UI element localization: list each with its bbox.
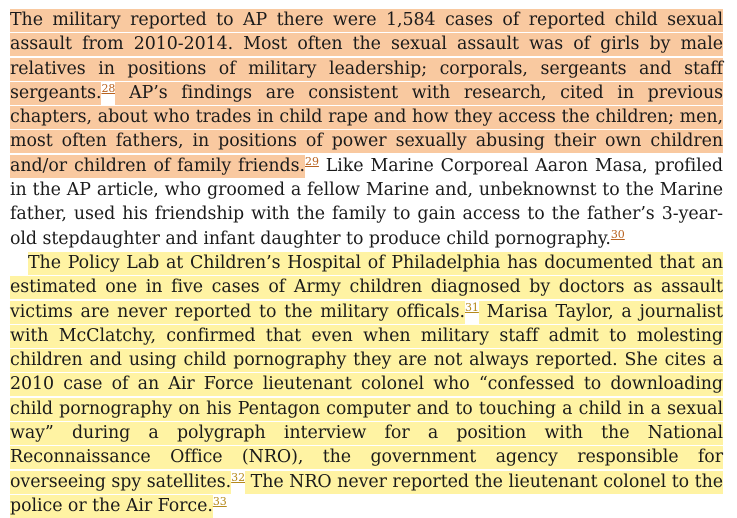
- highlighted-text-orange-2: AP’s findings are consistent with research, cited in previous chapters, about who trades in child rape and how they access the children; men, most often fathers, in positions of power sexually abusing their own children and/or children of family friends.: [10, 82, 723, 176]
- body-text-plain: Like Marine Corporeal Aaron Masa, profiled in the AP article, who groomed a fellow Marine and, unbeknownst to the Marine father, used his friendship with the family to gain access to the father’s 3-year-old stepdaughter and infant daughter to produce child pornography.: [10, 155, 723, 249]
- footnote-link-31[interactable]: 31: [464, 300, 479, 314]
- footnote-link-28[interactable]: 28: [101, 81, 116, 95]
- highlighted-text-yellow-1: The Policy Lab at Children’s Hospital of Philadelphia has documented that an estimated one in five cases of Army children diagnosed by doctors as assault victims are never reported to the military officals.: [10, 252, 723, 322]
- highlighted-text-yellow-2: Marisa Taylor, a journalist with McClatchy, confirmed that even when military staff admit to molesting children and using child pornography they are not always reported. She cites a 2010 case of an Air Force lieutenant colonel who “confessed to downloading child pornography on his Pentagon computer and to touching a child in a sexual way” during a polygraph interview for a position with the National Reconnaissance Office (NRO), the government agency responsible for overseeing spy satellites.: [10, 301, 724, 492]
- footnote-link-30[interactable]: 30: [610, 227, 625, 241]
- footnote-link-32[interactable]: 32: [231, 470, 246, 484]
- highlighted-text-yellow-3: The NRO never reported the lieutenant colonel to the police or the Air Force.: [10, 471, 723, 516]
- paragraph-policy-lab: [10, 251, 723, 518]
- paragraph-military-reports: [10, 8, 723, 251]
- footnote-link-33[interactable]: 33: [212, 494, 227, 508]
- footnote-link-29[interactable]: 29: [305, 154, 319, 168]
- highlighted-text-orange-1: The military reported to AP there were 1,584 cases of reported child sexual assault from 2010-2014. Most often the sexual assault was of girls by male relatives in positions of military leadership; corporals, sergeants and staff sergeants.: [10, 10, 723, 103]
